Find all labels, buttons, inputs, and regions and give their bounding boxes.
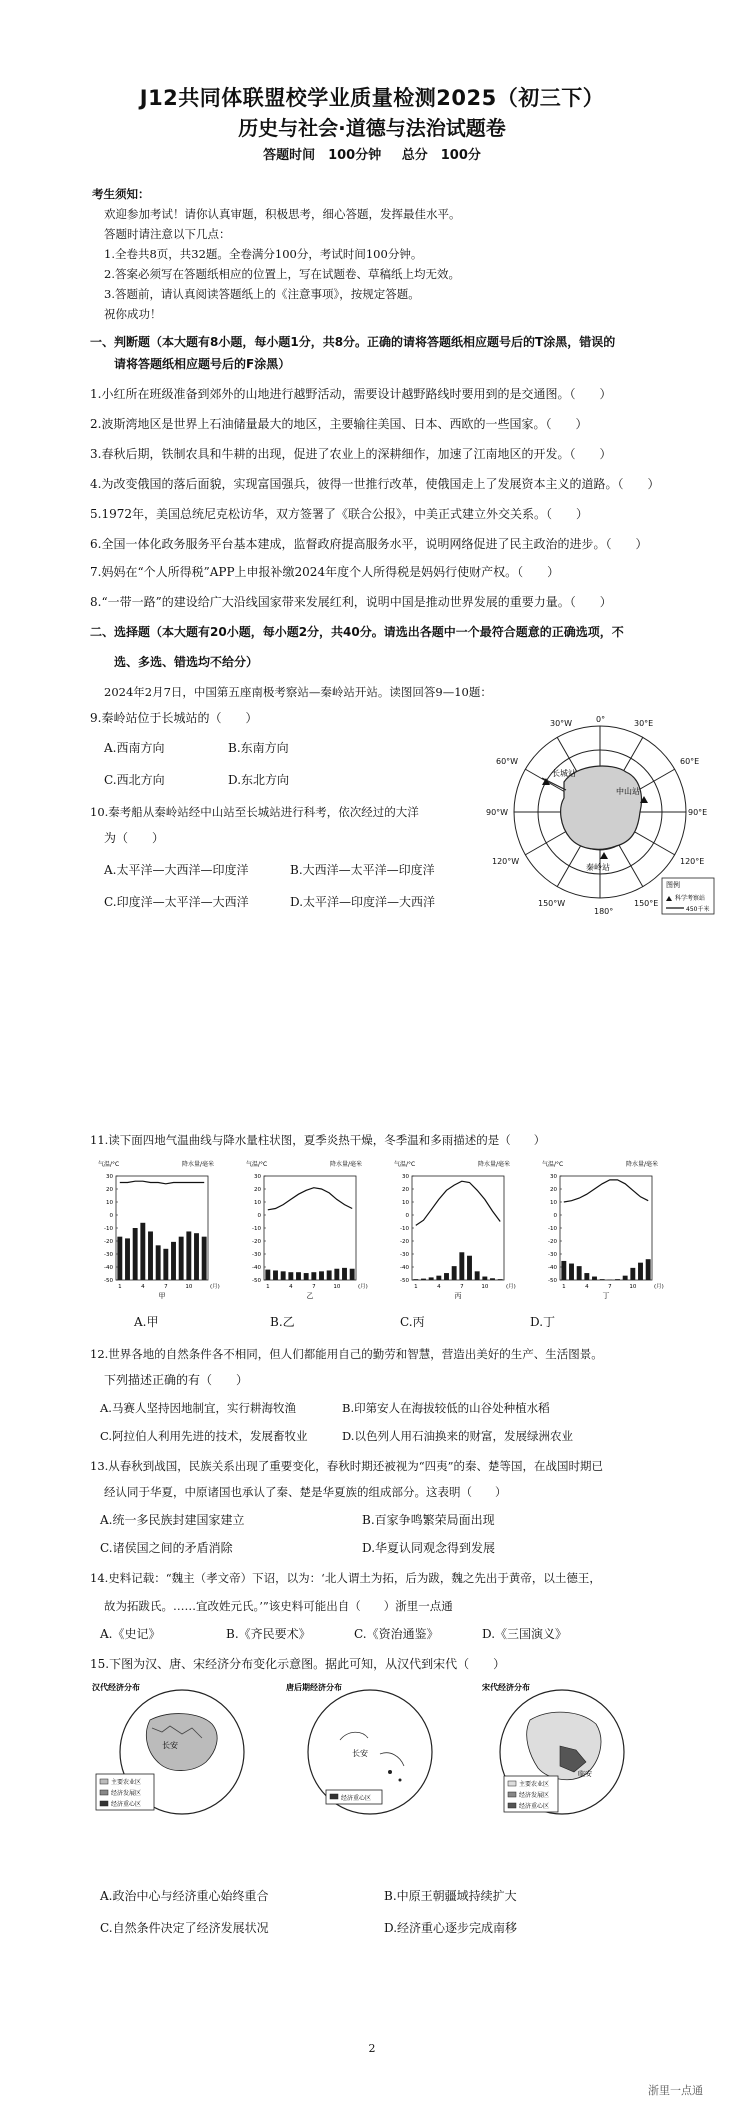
- q10-option-c: C.印度洋—太平洋—大西洋: [104, 895, 249, 909]
- precip-bar: [311, 1272, 316, 1280]
- q13-option-d: D.华夏认同观念得到发展: [362, 1541, 496, 1555]
- station-label-zhongshan: 中山站: [616, 787, 640, 796]
- question-10-cont: 为（ ）: [104, 831, 165, 845]
- notice-line: 祝你成功！: [104, 307, 162, 321]
- precip-bar: [436, 1276, 441, 1280]
- chart-ytick-label: 0: [257, 1213, 261, 1219]
- chart-frame: [264, 1176, 356, 1280]
- precip-bar: [646, 1259, 651, 1280]
- chart-ytick-label: -50: [548, 1278, 557, 1284]
- chart-y2label: 降水量/毫米: [330, 1161, 363, 1168]
- han-legend-item: 经济重心区: [111, 1801, 142, 1808]
- chart-month-label: 7: [164, 1284, 168, 1290]
- song-legend-item: 主要农业区: [519, 1781, 550, 1788]
- precip-bar: [148, 1231, 153, 1280]
- chart-ytick-label: 20: [550, 1187, 557, 1193]
- climate-chart-丁: [542, 1160, 664, 1300]
- question-7: 7.妈妈在“个人所得税”APP上申报补缴2024年度个人所得税是妈妈行使财产权。（ ）: [90, 565, 560, 579]
- q11-option-b: B.乙: [270, 1315, 295, 1329]
- q15-option-d: D.经济重心逐步完成南移: [384, 1921, 518, 1935]
- chart-month-label: 7: [608, 1284, 612, 1290]
- chart-ytick-label: 10: [106, 1200, 113, 1206]
- precip-bar: [125, 1238, 130, 1280]
- precip-bar: [444, 1273, 449, 1280]
- precip-bar: [498, 1279, 503, 1280]
- precip-bar: [452, 1266, 457, 1280]
- history-maps: [90, 1680, 670, 1820]
- precip-bar: [186, 1231, 191, 1280]
- climate-charts: [94, 1156, 684, 1306]
- chart-ytick-label: 0: [553, 1213, 557, 1219]
- precip-bar: [577, 1266, 582, 1280]
- tang-map-title: 唐后期经济分布: [286, 1683, 342, 1692]
- chart-ytick-label: -10: [548, 1226, 557, 1232]
- question-13: 13.从春秋到战国，民族关系出现了重要变化，春秋时期还被视为“四夷”的秦、楚等国，在战国时期已: [90, 1459, 604, 1473]
- lon-label: 30°W: [550, 719, 573, 728]
- antarctica-map: [484, 712, 716, 918]
- lon-label: 60°E: [680, 757, 700, 766]
- chart-month-label: 1: [414, 1284, 418, 1290]
- chart-ytick-label: -30: [104, 1252, 113, 1258]
- precip-bar: [475, 1271, 480, 1280]
- chart-ytick-label: -50: [400, 1278, 409, 1284]
- station-marker-qinling: [600, 852, 608, 859]
- song-map: [500, 1690, 624, 1814]
- chart-month-unit: (月): [654, 1284, 664, 1290]
- watermark-text: 浙里一点通: [648, 2084, 703, 2097]
- precip-bar: [482, 1277, 487, 1280]
- chart-ytick-label: -20: [400, 1239, 409, 1245]
- q12-option-a: A.马赛人坚持因地制宜，实行耕海牧渔: [100, 1401, 296, 1415]
- chart-ytick-label: 10: [402, 1200, 409, 1206]
- exam-info: [0, 144, 744, 163]
- chart-ytick-label: -30: [400, 1252, 409, 1258]
- question-9: 9.秦岭站位于长城站的（ ）: [90, 711, 258, 725]
- chart-ylabel: 气温/°C: [98, 1161, 120, 1168]
- temperature-line: [564, 1180, 648, 1202]
- chart-month-unit: (月): [358, 1284, 368, 1290]
- chart-ytick-label: 20: [106, 1187, 113, 1193]
- q14-option-b: B.《齐民要术》: [226, 1627, 311, 1641]
- q9-option-b: B.东南方向: [228, 741, 289, 755]
- exam-subtitle: 历史与社会·道德与法治试题卷: [238, 116, 506, 140]
- precip-bar: [327, 1270, 332, 1280]
- question-12-cont: 下列描述正确的有（ ）: [104, 1373, 249, 1387]
- chart-ytick-label: -20: [104, 1239, 113, 1245]
- climate-chart-甲: [98, 1160, 220, 1300]
- chart-month-label: 4: [437, 1284, 441, 1290]
- lon-label: 60°W: [496, 757, 519, 766]
- chart-month-label: 1: [266, 1284, 270, 1290]
- lon-label: 180°: [594, 907, 614, 916]
- chart-month-label: 10: [629, 1284, 637, 1290]
- precip-bar: [163, 1249, 168, 1280]
- precip-bar: [467, 1256, 472, 1280]
- temperature-line: [120, 1181, 204, 1184]
- precip-bar: [334, 1269, 339, 1280]
- precip-bar: [459, 1252, 464, 1280]
- question-15: 15.下图为汉、唐、宋经济分布变化示意图。据此可知，从汉代到宋代（ ）: [90, 1657, 506, 1671]
- notice-line: 答题时请注意以下几点：: [104, 227, 231, 241]
- precip-bar: [413, 1279, 418, 1280]
- chart-month-label: 1: [562, 1284, 566, 1290]
- precip-bar: [429, 1277, 434, 1280]
- q11-option-d: D.丁: [530, 1315, 556, 1329]
- question-4: 4.为改变俄国的落后面貌，实现富国强兵，彼得一世推行改革，使俄国走上了发展资本主义的道路。（ ）: [90, 477, 660, 491]
- song-legend-item: 经济重心区: [519, 1803, 550, 1810]
- question-14-cont: 故为拓跋氏。……宜改姓元氏。’”该史料可能出自（ ）浙里一点通: [104, 1599, 453, 1613]
- precip-bar: [179, 1237, 184, 1280]
- q14-option-c: C.《资治通鉴》: [354, 1627, 439, 1641]
- chart-ylabel: 气温/°C: [542, 1161, 564, 1168]
- han-legend-item: 经济发展区: [111, 1790, 142, 1797]
- q12-option-b: B.印第安人在海拔较低的山谷处种植水稻: [342, 1401, 550, 1415]
- chart-ytick-label: 0: [405, 1213, 409, 1219]
- lon-label: 120°E: [680, 857, 705, 866]
- chart-ytick-label: -20: [252, 1239, 261, 1245]
- question-14: 14.史料记载：“魏主（孝文帝）下诏，以为：‘北人谓土为拓，后为跋，魏之先出于黄帝，以土德王，: [90, 1571, 601, 1585]
- chart-ytick-label: 20: [254, 1187, 261, 1193]
- chart-ytick-label: -40: [104, 1265, 113, 1271]
- chart-ytick-label: -20: [548, 1239, 557, 1245]
- precip-bar: [342, 1268, 347, 1280]
- lon-label: 30°E: [634, 719, 654, 728]
- lon-label: 90°W: [486, 808, 509, 817]
- chart-ytick-label: -40: [400, 1265, 409, 1271]
- chart-title: 丙: [454, 1292, 462, 1300]
- section1-heading: 一、判断题（本大题有8小题，每小题1分，共8分。正确的请将答题纸相应题号后的T涂黑，错误的: [90, 335, 616, 349]
- chart-title: 甲: [158, 1292, 166, 1300]
- chart-y2label: 降水量/毫米: [478, 1161, 511, 1168]
- precip-bar: [140, 1223, 145, 1280]
- precip-bar: [117, 1237, 122, 1280]
- lon-label: 120°W: [492, 857, 520, 866]
- legend-title: 图例: [666, 881, 680, 889]
- question-3: 3.春秋后期，铁制农具和牛耕的出现，促进了农业上的深耕细作，加速了江南地区的开发。（ ）: [90, 447, 612, 461]
- exam-time: 答题时间 100分钟: [263, 148, 382, 163]
- han-city: 长安: [162, 1741, 178, 1750]
- section2-heading: 二、选择题（本大题有20小题，每小题2分，共40分。请选出各题中一个最符合题意的正确选项，不: [90, 625, 624, 639]
- chart-y2label: 降水量/毫米: [182, 1161, 215, 1168]
- chart-month-label: 10: [333, 1284, 341, 1290]
- chart-month-label: 7: [312, 1284, 316, 1290]
- precip-bar: [615, 1279, 620, 1280]
- question-13-cont: 经认同于华夏，中原诸国也承认了秦、楚是华夏族的组成部分。这表明（ ）: [104, 1485, 507, 1499]
- q10-option-a: A.太平洋—大西洋—印度洋: [104, 863, 249, 877]
- exam-title: J12共同体联盟校学业质量检测2025（初三下）: [139, 86, 605, 110]
- notice-line: 1.全卷共8页，共32题。全卷满分100分，考试时间100分钟。: [104, 247, 423, 261]
- tang-map: [308, 1690, 432, 1814]
- chart-ytick-label: -10: [104, 1226, 113, 1232]
- precip-bar: [319, 1271, 324, 1280]
- question-10: 10.秦考船从秦岭站经中山站至长城站进行科考，依次经过的大洋: [90, 805, 419, 819]
- chart-ytick-label: -40: [548, 1265, 557, 1271]
- precip-bar: [156, 1245, 161, 1280]
- notice-line: 2.答案必须写在答题纸相应的位置上，写在试题卷、草稿纸上均无效。: [104, 267, 460, 281]
- lon-label: 90°E: [688, 808, 708, 817]
- chart-ytick-label: -40: [252, 1265, 261, 1271]
- tang-city: 长安: [352, 1749, 368, 1758]
- precip-bar: [623, 1276, 628, 1280]
- chart-month-label: 7: [460, 1284, 464, 1290]
- q9-option-c: C.西北方向: [104, 773, 165, 787]
- legend-item: 科学考察站: [675, 895, 706, 902]
- precip-bar: [304, 1273, 309, 1280]
- precip-bar: [561, 1261, 566, 1280]
- precip-bar: [638, 1263, 643, 1280]
- question-6: 6.全国一体化政务服务平台基本建成，监督政府提高服务水平，说明网络促进了民主政治的进步。（ ）: [90, 537, 648, 551]
- chart-ylabel: 气温/°C: [394, 1161, 416, 1168]
- chart-month-unit: (月): [210, 1284, 220, 1290]
- han-map-title: 汉代经济分布: [92, 1683, 140, 1692]
- chart-month-label: 4: [141, 1284, 145, 1290]
- chart-ytick-label: 30: [550, 1174, 557, 1180]
- climate-chart-丙: [394, 1160, 516, 1300]
- chart-ytick-label: -10: [252, 1226, 261, 1232]
- chart-ytick-label: -50: [104, 1278, 113, 1284]
- q15-option-c: C.自然条件决定了经济发展状况: [100, 1921, 269, 1935]
- climate-chart-乙: [246, 1160, 368, 1300]
- question-5: 5.1972年，美国总统尼克松访华，双方签署了《联合公报》，中美正式建立外交关系。（ ）: [90, 507, 588, 521]
- chart-ytick-label: 10: [254, 1200, 261, 1206]
- q10-option-d: D.太平洋—印度洋—大西洋: [290, 895, 436, 909]
- question-12: 12.世界各地的自然条件各不相同，但人们都能用自己的勤劳和智慧，营造出美好的生产、生活图景。: [90, 1347, 603, 1361]
- q9-10-intro: 2024年2月7日，中国第五座南极考察站—秦岭站开站。读图回答9—10题：: [104, 685, 492, 699]
- chart-month-unit: (月): [506, 1284, 516, 1290]
- chart-ytick-label: -30: [252, 1252, 261, 1258]
- q15-option-b: B.中原王朝疆域持续扩大: [384, 1889, 517, 1903]
- precip-bar: [273, 1270, 278, 1280]
- lon-label: 0°: [596, 715, 606, 724]
- chart-ytick-label: 30: [402, 1174, 409, 1180]
- chart-ytick-label: 30: [106, 1174, 113, 1180]
- precip-bar: [600, 1279, 605, 1280]
- precip-bar: [288, 1272, 293, 1280]
- song-legend-item: 经济发展区: [519, 1792, 550, 1799]
- chart-month-label: 10: [185, 1284, 193, 1290]
- chart-month-label: 1: [118, 1284, 122, 1290]
- precip-bar: [584, 1273, 589, 1280]
- question-11: 11.读下面四地气温曲线与降水量柱状图，夏季炎热干燥，冬季温和多雨描述的是（ ）: [90, 1133, 546, 1147]
- precip-bar: [569, 1264, 574, 1280]
- precip-bar: [194, 1233, 199, 1280]
- legend-scale: 450千米: [686, 906, 710, 913]
- page-number: 2: [368, 2042, 376, 2055]
- map-legend: [662, 878, 714, 914]
- question-1: 1.小红所在班级准备到郊外的山地进行越野活动，需要设计越野路线时要用到的是交通图。（ ）: [90, 387, 612, 401]
- chart-ytick-label: -50: [252, 1278, 261, 1284]
- q13-option-b: B.百家争鸣繁荣局面出现: [362, 1513, 495, 1527]
- chart-frame: [412, 1176, 504, 1280]
- lon-label: 150°W: [538, 899, 566, 908]
- q15-option-a: A.政治中心与经济重心始终重合: [100, 1889, 269, 1903]
- q12-option-d: D.以色列人用石油换来的财富，发展绿洲农业: [342, 1429, 573, 1443]
- chart-ytick-label: 10: [550, 1200, 557, 1206]
- temperature-line: [268, 1188, 352, 1210]
- precip-bar: [490, 1278, 495, 1280]
- q13-option-a: A.统一多民族封建国家建立: [100, 1513, 245, 1527]
- q14-option-d: D.《三国演义》: [482, 1627, 568, 1641]
- chart-ylabel: 气温/°C: [246, 1161, 268, 1168]
- q14-option-a: A.《史记》: [100, 1627, 161, 1641]
- chart-ytick-label: -30: [548, 1252, 557, 1258]
- chart-ytick-label: 0: [109, 1213, 113, 1219]
- precip-bar: [171, 1242, 176, 1280]
- precip-bar: [630, 1268, 635, 1280]
- q9-option-d: D.东北方向: [228, 773, 290, 787]
- tang-legend-item: 经济重心区: [341, 1795, 372, 1802]
- q12-option-c: C.阿拉伯人利用先进的技术，发展畜牧业: [100, 1429, 308, 1443]
- notice-heading: 考生须知：: [92, 187, 150, 201]
- section1-heading-cont: 请将答题纸相应题号后的F涂黑）: [114, 357, 291, 371]
- q11-option-a: A.甲: [134, 1315, 159, 1329]
- q9-option-a: A.西南方向: [104, 741, 165, 755]
- precip-bar: [296, 1272, 301, 1280]
- notice-line: 欢迎参加考试！请你认真审题，积极思考，细心答题，发挥最佳水平。: [104, 207, 461, 221]
- chart-ytick-label: -10: [400, 1226, 409, 1232]
- chart-y2label: 降水量/毫米: [626, 1161, 659, 1168]
- temperature-line: [416, 1181, 500, 1225]
- han-legend-item: 主要农业区: [111, 1779, 142, 1786]
- precip-bar: [281, 1271, 286, 1280]
- section2-heading-cont: 选、多选、错选均不给分）: [114, 655, 259, 669]
- song-city: 临安: [578, 1770, 592, 1778]
- song-map-title: 宋代经济分布: [482, 1683, 530, 1692]
- q10-option-b: B.大西洋—太平洋—印度洋: [290, 863, 435, 877]
- question-2: 2.波斯湾地区是世界上石油储量最大的地区，主要输往美国、日本、西欧的一些国家。（ ）: [90, 417, 588, 431]
- precip-bar: [592, 1277, 597, 1280]
- chart-title: 乙: [306, 1292, 314, 1300]
- chart-ytick-label: 30: [254, 1174, 261, 1180]
- station-label-qinling: 秦岭站: [586, 863, 610, 872]
- q13-option-c: C.诸侯国之间的矛盾消除: [100, 1541, 233, 1555]
- station-label-great-wall: 长城站: [552, 769, 576, 778]
- q11-option-c: C.丙: [400, 1315, 425, 1329]
- chart-month-label: 10: [481, 1284, 489, 1290]
- question-8: 8.“一带一路”的建设给广大沿线国家带来发展红利，说明中国是推动世界发展的重要力量。（ ）: [90, 595, 612, 609]
- chart-month-label: 4: [289, 1284, 293, 1290]
- chart-title: 丁: [602, 1292, 610, 1300]
- precip-bar: [133, 1228, 138, 1280]
- exam-score: 总分 100分: [401, 148, 481, 163]
- chart-month-label: 4: [585, 1284, 589, 1290]
- han-map: [96, 1690, 244, 1814]
- lon-label: 150°E: [634, 899, 659, 908]
- notice-line: 3.答题前，请认真阅读答题纸上的《注意事项》，按规定答题。: [104, 287, 420, 301]
- precip-bar: [350, 1269, 355, 1280]
- precip-bar: [421, 1279, 426, 1280]
- chart-ytick-label: 20: [402, 1187, 409, 1193]
- precip-bar: [202, 1237, 207, 1280]
- precip-bar: [265, 1270, 270, 1280]
